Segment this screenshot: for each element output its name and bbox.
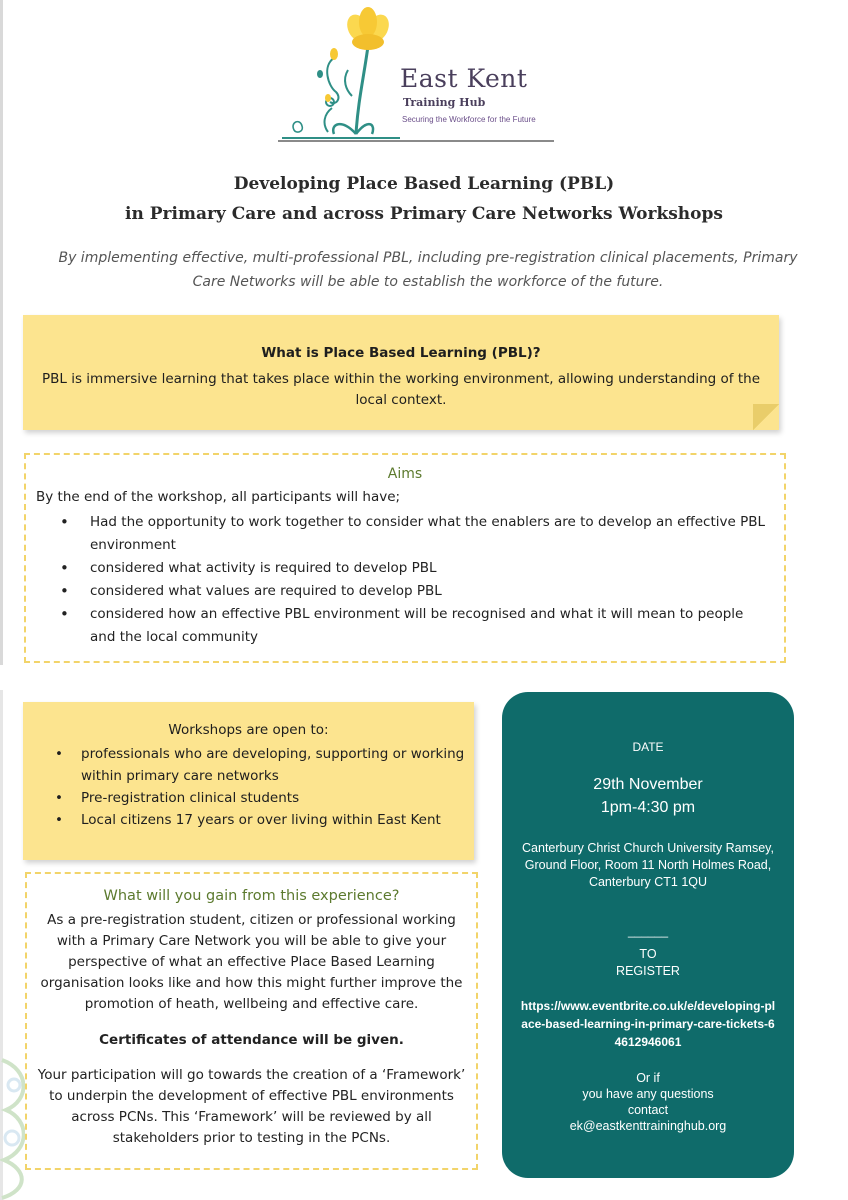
framework-note: Your participation will go towards the creation of a ‘Framework’ to underpin the development of effective PBL environments across PCNs. This ‘Framework’ will be reviewed by all stakeholders prior to testing in the PCNs. (37, 1067, 466, 1146)
register-heading (502, 946, 794, 980)
page-subtitle: By implementing effective, multi-professional PBL, including pre-registration clinical placements, Primary Care Networks will be able to establish the workforce of the future. (58, 250, 798, 290)
gain-title: What will you gain from this experience? (103, 888, 400, 904)
pbl-question: What is Place Based Learning (PBL)? (261, 345, 541, 361)
questions-text: you have any questions (582, 1087, 714, 1101)
logo-subtitle: Training Hub (403, 96, 486, 109)
event-details-panel (502, 692, 794, 1178)
contact-text: contact (627, 1103, 669, 1117)
event-time: 1pm-4:30 pm (600, 799, 696, 816)
gain-box (25, 872, 478, 1170)
list-item: • Local citizens 17 years or over living within East Kent (55, 809, 465, 831)
pbl-answer: PBL is immersive learning that takes place within the working environment, allowing understanding of the local context. (42, 371, 760, 408)
logo-baseline (278, 140, 554, 142)
list-item: • considered how an effective PBL environment will be recognised and what it will mean to people and the local community (60, 603, 772, 649)
contact-info (502, 1070, 794, 1134)
aims-intro: By the end of the workshop, all participants will have; (36, 489, 401, 505)
contact-email[interactable]: ek@eastkenttraininghub.org (569, 1119, 727, 1133)
or-if-text: Or if (636, 1071, 660, 1085)
open-to-list (55, 743, 465, 831)
logo-tagline: Securing the Workforce for the Future (402, 115, 536, 124)
list-item: • considered what activity is required to develop PBL (60, 557, 772, 580)
page-title-line2: in Primary Care and across Primary Care Networks Workshops (125, 204, 723, 224)
register-line1: TO (639, 947, 657, 961)
certificates-note: Certificates of attendance will be given. (99, 1032, 404, 1048)
note-fold (753, 404, 779, 430)
registration-link[interactable]: https://www.eventbrite.co.uk/e/developing-place-based-learning-in-primary-care-tickets-64612946061 (520, 999, 776, 1049)
list-item: • considered what values are required to develop PBL (60, 580, 772, 603)
pbl-definition-note (23, 315, 779, 430)
list-item: • Pre-registration clinical students (55, 787, 465, 809)
date-label: DATE (632, 740, 664, 754)
aims-title: Aims (387, 466, 423, 482)
list-item: • Had the opportunity to work together to consider what the enablers are to develop an effective PBL environment (60, 511, 772, 557)
aims-box (24, 453, 786, 663)
divider: ______ (627, 924, 669, 938)
logo-name: East Kent (400, 64, 528, 93)
east-kent-logo (272, 6, 572, 142)
flower-icon (272, 6, 402, 142)
page-edge (0, 0, 3, 665)
open-to-title: Workshops are open to: (168, 722, 329, 738)
page-title-line1: Developing Place Based Learning (PBL) (233, 174, 615, 194)
gain-body: As a pre-registration student, citizen or professional working with a Primary Care Network you will be able to give your perspective of what an effective Place Based Learning organisation looks like and how this might further improve the promotion of heath, wellbeing and effective care. (40, 912, 463, 1012)
register-line2: REGISTER (616, 964, 680, 978)
event-date: 29th November (593, 776, 703, 793)
event-venue: Canterbury Christ Church University Ramsey, Ground Floor, Room 11 North Holmes Road, Canterbury CT1 1QU (522, 841, 774, 889)
aims-list (60, 511, 772, 649)
open-to-note (23, 702, 474, 860)
list-item: • professionals who are developing, supporting or working within primary care networks (55, 743, 465, 787)
